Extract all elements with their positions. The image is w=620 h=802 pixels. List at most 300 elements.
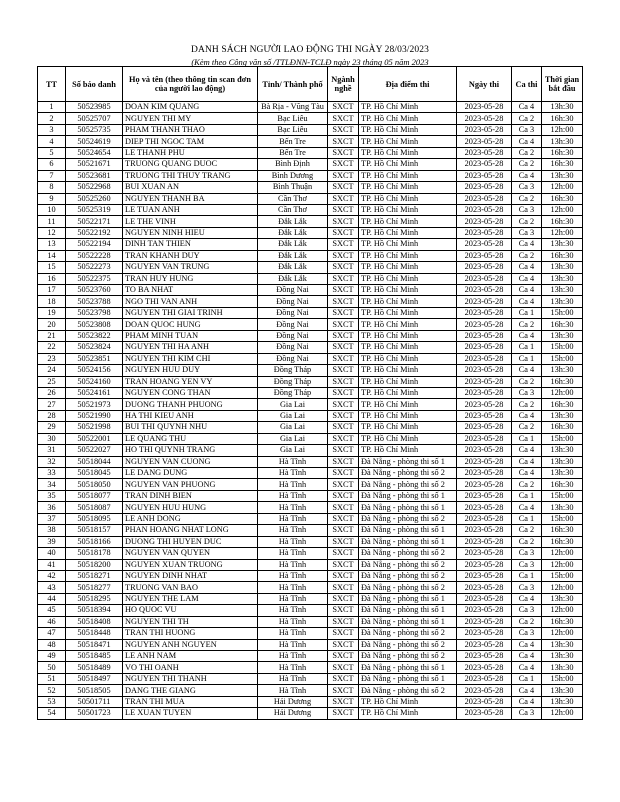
cell-start-time: 16h:30 bbox=[542, 616, 583, 627]
cell-exam-location: Đà Nẵng - phòng thi số 1 bbox=[359, 525, 457, 536]
cell-exam-location: Đà Nẵng - phòng thi số 2 bbox=[359, 559, 457, 570]
cell-exam-date: 2023-05-28 bbox=[457, 696, 512, 707]
cell-start-time: 15h:00 bbox=[542, 570, 583, 581]
cell-full-name: NGUYEN CONG THAN bbox=[123, 387, 258, 398]
cell-candidate-number: 50518077 bbox=[66, 490, 123, 501]
cell-province: Hà Tĩnh bbox=[258, 628, 328, 639]
cell-exam-location: TP. Hồ Chí Minh bbox=[359, 227, 457, 238]
table-row bbox=[38, 273, 583, 284]
cell-exam-date: 2023-05-28 bbox=[457, 124, 512, 135]
cell-exam-location: TP. Hồ Chí Minh bbox=[359, 147, 457, 158]
cell-full-name: NGUYEN HUU DUY bbox=[123, 365, 258, 376]
cell-candidate-number: 50518044 bbox=[66, 456, 123, 467]
cell-candidate-number: 50525707 bbox=[66, 113, 123, 124]
cell-tt: 43 bbox=[38, 582, 66, 593]
cell-tt: 31 bbox=[38, 445, 66, 456]
cell-field: SXCT bbox=[328, 113, 359, 124]
cell-tt: 50 bbox=[38, 662, 66, 673]
cell-start-time: 13h:30 bbox=[542, 273, 583, 284]
cell-exam-location: TP. Hồ Chí Minh bbox=[359, 216, 457, 227]
cell-candidate-number: 50524619 bbox=[66, 136, 123, 147]
table-row bbox=[38, 536, 583, 547]
cell-candidate-number: 50523681 bbox=[66, 170, 123, 181]
cell-tt: 5 bbox=[38, 147, 66, 158]
cell-candidate-number: 50522171 bbox=[66, 216, 123, 227]
cell-province: Đắk Lắk bbox=[258, 239, 328, 250]
cell-tt: 19 bbox=[38, 307, 66, 318]
cell-field: SXCT bbox=[328, 673, 359, 684]
cell-province: Cần Thơ bbox=[258, 204, 328, 215]
cell-full-name: BUI THI QUYNH NHU bbox=[123, 422, 258, 433]
cell-start-time: 12h:00 bbox=[542, 227, 583, 238]
cell-exam-date: 2023-05-28 bbox=[457, 136, 512, 147]
cell-full-name: TRAN HUY HUNG bbox=[123, 273, 258, 284]
cell-province: Hà Tĩnh bbox=[258, 548, 328, 559]
cell-province: Đồng Tháp bbox=[258, 365, 328, 376]
cell-province: Đồng Nai bbox=[258, 319, 328, 330]
table-row bbox=[38, 307, 583, 318]
table-row bbox=[38, 216, 583, 227]
cell-tt: 20 bbox=[38, 319, 66, 330]
cell-candidate-number: 50518408 bbox=[66, 616, 123, 627]
cell-shift: Ca 3 bbox=[512, 548, 542, 559]
table-row bbox=[38, 250, 583, 261]
cell-candidate-number: 50518448 bbox=[66, 628, 123, 639]
header-start-time: Thời gian bắt đầu bbox=[542, 67, 583, 102]
cell-exam-location: TP. Hồ Chí Minh bbox=[359, 319, 457, 330]
cell-exam-location: Đà Nẵng - phòng thi số 2 bbox=[359, 651, 457, 662]
table-row bbox=[38, 433, 583, 444]
cell-exam-date: 2023-05-28 bbox=[457, 479, 512, 490]
table-row bbox=[38, 651, 583, 662]
cell-exam-date: 2023-05-28 bbox=[457, 662, 512, 673]
cell-exam-location: TP. Hồ Chí Minh bbox=[359, 250, 457, 261]
cell-full-name: TRAN DINH BIEN bbox=[123, 490, 258, 501]
table-row bbox=[38, 296, 583, 307]
cell-field: SXCT bbox=[328, 651, 359, 662]
cell-province: Bến Tre bbox=[258, 147, 328, 158]
cell-candidate-number: 50524156 bbox=[66, 365, 123, 376]
cell-start-time: 12h:00 bbox=[542, 605, 583, 616]
cell-exam-date: 2023-05-28 bbox=[457, 216, 512, 227]
cell-start-time: 13h:30 bbox=[542, 445, 583, 456]
cell-shift: Ca 3 bbox=[512, 182, 542, 193]
cell-exam-location: Đà Nẵng - phòng thi số 1 bbox=[359, 605, 457, 616]
cell-candidate-number: 50523808 bbox=[66, 319, 123, 330]
cell-province: Đồng Nai bbox=[258, 353, 328, 364]
cell-shift: Ca 2 bbox=[512, 479, 542, 490]
cell-tt: 11 bbox=[38, 216, 66, 227]
cell-full-name: NGUYEN VAN PHUONG bbox=[123, 479, 258, 490]
cell-tt: 29 bbox=[38, 422, 66, 433]
cell-exam-location: Đà Nẵng - phòng thi số 2 bbox=[359, 582, 457, 593]
cell-shift: Ca 2 bbox=[512, 376, 542, 387]
cell-exam-location: TP. Hồ Chí Minh bbox=[359, 193, 457, 204]
cell-exam-date: 2023-05-28 bbox=[457, 502, 512, 513]
cell-candidate-number: 50521990 bbox=[66, 410, 123, 421]
cell-field: SXCT bbox=[328, 593, 359, 604]
cell-field: SXCT bbox=[328, 456, 359, 467]
cell-full-name: PHAM THANH THAO bbox=[123, 124, 258, 135]
cell-start-time: 12h:00 bbox=[542, 387, 583, 398]
table-row bbox=[38, 182, 583, 193]
cell-exam-location: TP. Hồ Chí Minh bbox=[359, 365, 457, 376]
cell-full-name: HA THI KIEU ANH bbox=[123, 410, 258, 421]
cell-shift: Ca 3 bbox=[512, 124, 542, 135]
cell-province: Đắk Lắk bbox=[258, 216, 328, 227]
cell-province: Bình Dương bbox=[258, 170, 328, 181]
cell-candidate-number: 50525319 bbox=[66, 204, 123, 215]
cell-start-time: 15h:00 bbox=[542, 307, 583, 318]
cell-tt: 45 bbox=[38, 605, 66, 616]
cell-exam-date: 2023-05-28 bbox=[457, 296, 512, 307]
cell-province: Đồng Tháp bbox=[258, 387, 328, 398]
cell-exam-location: TP. Hồ Chí Minh bbox=[359, 433, 457, 444]
cell-field: SXCT bbox=[328, 479, 359, 490]
cell-start-time: 13h:30 bbox=[542, 136, 583, 147]
cell-exam-date: 2023-05-28 bbox=[457, 582, 512, 593]
cell-exam-date: 2023-05-28 bbox=[457, 445, 512, 456]
cell-tt: 8 bbox=[38, 182, 66, 193]
cell-start-time: 13h:30 bbox=[542, 365, 583, 376]
cell-shift: Ca 2 bbox=[512, 216, 542, 227]
cell-full-name: TRUONG VAN BAO bbox=[123, 582, 258, 593]
cell-exam-location: Đà Nẵng - phòng thi số 1 bbox=[359, 502, 457, 513]
cell-full-name: NGUYEN THE LAM bbox=[123, 593, 258, 604]
table-row bbox=[38, 673, 583, 684]
cell-start-time: 16h:30 bbox=[542, 216, 583, 227]
table-row bbox=[38, 513, 583, 524]
cell-exam-date: 2023-05-28 bbox=[457, 399, 512, 410]
cell-tt: 47 bbox=[38, 628, 66, 639]
cell-exam-date: 2023-05-28 bbox=[457, 330, 512, 341]
cell-province: Hà Tĩnh bbox=[258, 593, 328, 604]
cell-province: Hà Tĩnh bbox=[258, 502, 328, 513]
cell-field: SXCT bbox=[328, 365, 359, 376]
cell-exam-location: Đà Nẵng - phòng thi số 1 bbox=[359, 616, 457, 627]
cell-exam-location: Đà Nẵng - phòng thi số 1 bbox=[359, 662, 457, 673]
cell-candidate-number: 50523798 bbox=[66, 307, 123, 318]
cell-exam-location: Đà Nẵng - phòng thi số 1 bbox=[359, 593, 457, 604]
cell-shift: Ca 3 bbox=[512, 605, 542, 616]
cell-start-time: 13h:30 bbox=[542, 468, 583, 479]
cell-shift: Ca 4 bbox=[512, 685, 542, 696]
cell-tt: 7 bbox=[38, 170, 66, 181]
cell-shift: Ca 1 bbox=[512, 353, 542, 364]
table-row bbox=[38, 490, 583, 501]
cell-full-name: DANG THE GIANG bbox=[123, 685, 258, 696]
cell-exam-date: 2023-05-28 bbox=[457, 639, 512, 650]
cell-field: SXCT bbox=[328, 433, 359, 444]
cell-exam-location: Đà Nẵng - phòng thi số 1 bbox=[359, 490, 457, 501]
cell-field: SXCT bbox=[328, 616, 359, 627]
cell-province: Gia Lai bbox=[258, 410, 328, 421]
cell-candidate-number: 50522194 bbox=[66, 239, 123, 250]
cell-tt: 32 bbox=[38, 456, 66, 467]
cell-start-time: 13h:30 bbox=[542, 593, 583, 604]
cell-candidate-number: 50518497 bbox=[66, 673, 123, 684]
cell-field: SXCT bbox=[328, 525, 359, 536]
cell-full-name: TRAN THI HUONG bbox=[123, 628, 258, 639]
cell-start-time: 13h:30 bbox=[542, 170, 583, 181]
cell-start-time: 16h:30 bbox=[542, 113, 583, 124]
cell-province: Đồng Tháp bbox=[258, 376, 328, 387]
cell-exam-location: TP. Hồ Chí Minh bbox=[359, 124, 457, 135]
cell-candidate-number: 50521998 bbox=[66, 422, 123, 433]
cell-tt: 54 bbox=[38, 708, 66, 719]
cell-shift: Ca 1 bbox=[512, 307, 542, 318]
cell-shift: Ca 2 bbox=[512, 536, 542, 547]
cell-field: SXCT bbox=[328, 445, 359, 456]
cell-province: Bình Định bbox=[258, 159, 328, 170]
cell-shift: Ca 4 bbox=[512, 296, 542, 307]
cell-exam-date: 2023-05-28 bbox=[457, 353, 512, 364]
cell-exam-date: 2023-05-28 bbox=[457, 159, 512, 170]
cell-candidate-number: 50518295 bbox=[66, 593, 123, 604]
cell-shift: Ca 4 bbox=[512, 651, 542, 662]
cell-province: Hà Tĩnh bbox=[258, 673, 328, 684]
cell-field: SXCT bbox=[328, 227, 359, 238]
cell-shift: Ca 4 bbox=[512, 365, 542, 376]
cell-province: Đồng Nai bbox=[258, 330, 328, 341]
cell-tt: 23 bbox=[38, 353, 66, 364]
cell-exam-date: 2023-05-28 bbox=[457, 319, 512, 330]
cell-full-name: DUONG THANH PHUONG bbox=[123, 399, 258, 410]
cell-shift: Ca 3 bbox=[512, 708, 542, 719]
cell-start-time: 12h:00 bbox=[542, 628, 583, 639]
cell-tt: 53 bbox=[38, 696, 66, 707]
table-row bbox=[38, 662, 583, 673]
cell-candidate-number: 50518200 bbox=[66, 559, 123, 570]
cell-field: SXCT bbox=[328, 319, 359, 330]
cell-tt: 2 bbox=[38, 113, 66, 124]
cell-shift: Ca 4 bbox=[512, 285, 542, 296]
cell-province: Gia Lai bbox=[258, 445, 328, 456]
cell-full-name: TO BA NHAT bbox=[123, 285, 258, 296]
cell-start-time: 16h:30 bbox=[542, 536, 583, 547]
cell-start-time: 12h:00 bbox=[542, 582, 583, 593]
cell-shift: Ca 2 bbox=[512, 422, 542, 433]
cell-tt: 24 bbox=[38, 365, 66, 376]
cell-shift: Ca 4 bbox=[512, 102, 542, 113]
table-row bbox=[38, 376, 583, 387]
cell-province: Hà Tĩnh bbox=[258, 582, 328, 593]
cell-field: SXCT bbox=[328, 216, 359, 227]
cell-start-time: 16h:30 bbox=[542, 319, 583, 330]
header-exam-location: Địa điểm thi bbox=[359, 67, 457, 102]
cell-tt: 38 bbox=[38, 525, 66, 536]
cell-full-name: NGUYEN XUAN TRUONG bbox=[123, 559, 258, 570]
cell-shift: Ca 2 bbox=[512, 159, 542, 170]
header-full-name: Họ và tên (theo thông tin scan đơn của người lao động) bbox=[123, 67, 258, 102]
cell-candidate-number: 50521671 bbox=[66, 159, 123, 170]
cell-province: Hà Tĩnh bbox=[258, 616, 328, 627]
document-title: DANH SÁCH NGƯỜI LAO ĐỘNG THI NGÀY 28/03/2023 bbox=[191, 45, 429, 55]
cell-exam-date: 2023-05-28 bbox=[457, 307, 512, 318]
cell-province: Hà Tĩnh bbox=[258, 513, 328, 524]
cell-field: SXCT bbox=[328, 639, 359, 650]
table-row bbox=[38, 502, 583, 513]
cell-candidate-number: 50518095 bbox=[66, 513, 123, 524]
cell-shift: Ca 1 bbox=[512, 673, 542, 684]
cell-candidate-number: 50522968 bbox=[66, 182, 123, 193]
cell-exam-date: 2023-05-28 bbox=[457, 673, 512, 684]
cell-exam-date: 2023-05-28 bbox=[457, 685, 512, 696]
cell-shift: Ca 4 bbox=[512, 136, 542, 147]
cell-full-name: HO THI QUYNH TRANG bbox=[123, 445, 258, 456]
cell-field: SXCT bbox=[328, 147, 359, 158]
cell-field: SXCT bbox=[328, 536, 359, 547]
cell-full-name: LE ANH NAM bbox=[123, 651, 258, 662]
cell-field: SXCT bbox=[328, 399, 359, 410]
cell-full-name: LE THE VINH bbox=[123, 216, 258, 227]
cell-exam-location: TP. Hồ Chí Minh bbox=[359, 376, 457, 387]
cell-field: SXCT bbox=[328, 468, 359, 479]
cell-field: SXCT bbox=[328, 124, 359, 135]
cell-province: Gia Lai bbox=[258, 433, 328, 444]
cell-exam-location: TP. Hồ Chí Minh bbox=[359, 410, 457, 421]
cell-start-time: 13h:30 bbox=[542, 330, 583, 341]
cell-candidate-number: 50524160 bbox=[66, 376, 123, 387]
table-row bbox=[38, 342, 583, 353]
table-row bbox=[38, 387, 583, 398]
cell-candidate-number: 50523824 bbox=[66, 342, 123, 353]
cell-candidate-number: 50501711 bbox=[66, 696, 123, 707]
table-row bbox=[38, 319, 583, 330]
cell-start-time: 12h:00 bbox=[542, 124, 583, 135]
cell-exam-location: Đà Nẵng - phòng thi số 2 bbox=[359, 468, 457, 479]
cell-full-name: NGO THI VAN ANH bbox=[123, 296, 258, 307]
cell-field: SXCT bbox=[328, 250, 359, 261]
cell-tt: 51 bbox=[38, 673, 66, 684]
cell-exam-location: TP. Hồ Chí Minh bbox=[359, 159, 457, 170]
cell-start-time: 13h:30 bbox=[542, 456, 583, 467]
cell-candidate-number: 50522001 bbox=[66, 433, 123, 444]
cell-candidate-number: 50523760 bbox=[66, 285, 123, 296]
cell-start-time: 16h:30 bbox=[542, 147, 583, 158]
cell-province: Bạc Liêu bbox=[258, 113, 328, 124]
table-row bbox=[38, 456, 583, 467]
cell-exam-location: Đà Nẵng - phòng thi số 2 bbox=[359, 548, 457, 559]
cell-candidate-number: 50518277 bbox=[66, 582, 123, 593]
cell-full-name: LE DANG DUNG bbox=[123, 468, 258, 479]
cell-province: Hà Tĩnh bbox=[258, 479, 328, 490]
cell-tt: 13 bbox=[38, 239, 66, 250]
cell-tt: 39 bbox=[38, 536, 66, 547]
cell-field: SXCT bbox=[328, 387, 359, 398]
cell-full-name: TRAN HOANG YEN VY bbox=[123, 376, 258, 387]
cell-province: Gia Lai bbox=[258, 399, 328, 410]
cell-tt: 26 bbox=[38, 387, 66, 398]
table-row bbox=[38, 170, 583, 181]
cell-tt: 30 bbox=[38, 433, 66, 444]
cell-candidate-number: 50518471 bbox=[66, 639, 123, 650]
cell-start-time: 15h:00 bbox=[542, 353, 583, 364]
cell-candidate-number: 50523851 bbox=[66, 353, 123, 364]
cell-province: Cần Thơ bbox=[258, 193, 328, 204]
cell-exam-date: 2023-05-28 bbox=[457, 422, 512, 433]
cell-shift: Ca 3 bbox=[512, 628, 542, 639]
cell-tt: 46 bbox=[38, 616, 66, 627]
cell-exam-date: 2023-05-28 bbox=[457, 239, 512, 250]
cell-province: Hà Tĩnh bbox=[258, 605, 328, 616]
cell-start-time: 15h:00 bbox=[542, 673, 583, 684]
cell-field: SXCT bbox=[328, 285, 359, 296]
cell-start-time: 16h:30 bbox=[542, 399, 583, 410]
cell-tt: 3 bbox=[38, 124, 66, 135]
cell-province: Hà Tĩnh bbox=[258, 570, 328, 581]
cell-candidate-number: 50522273 bbox=[66, 262, 123, 273]
cell-exam-date: 2023-05-28 bbox=[457, 262, 512, 273]
cell-tt: 36 bbox=[38, 502, 66, 513]
cell-full-name: NGUYEN NINH HIEU bbox=[123, 227, 258, 238]
cell-province: Hà Tĩnh bbox=[258, 456, 328, 467]
table-row bbox=[38, 628, 583, 639]
cell-full-name: TRAN THI MUA bbox=[123, 696, 258, 707]
cell-exam-date: 2023-05-28 bbox=[457, 593, 512, 604]
cell-province: Đắk Lắk bbox=[258, 250, 328, 261]
cell-shift: Ca 1 bbox=[512, 513, 542, 524]
cell-exam-date: 2023-05-28 bbox=[457, 365, 512, 376]
cell-shift: Ca 4 bbox=[512, 445, 542, 456]
cell-exam-date: 2023-05-28 bbox=[457, 410, 512, 421]
cell-tt: 48 bbox=[38, 639, 66, 650]
cell-field: SXCT bbox=[328, 204, 359, 215]
cell-tt: 28 bbox=[38, 410, 66, 421]
cell-start-time: 15h:00 bbox=[542, 433, 583, 444]
cell-province: Đồng Nai bbox=[258, 342, 328, 353]
cell-field: SXCT bbox=[328, 605, 359, 616]
cell-exam-location: Đà Nẵng - phòng thi số 2 bbox=[359, 639, 457, 650]
cell-field: SXCT bbox=[328, 182, 359, 193]
cell-full-name: LE QUANG THU bbox=[123, 433, 258, 444]
header-field: Ngành nghề bbox=[328, 67, 359, 102]
cell-full-name: BUI XUAN AN bbox=[123, 182, 258, 193]
cell-tt: 6 bbox=[38, 159, 66, 170]
cell-province: Hải Dương bbox=[258, 696, 328, 707]
cell-candidate-number: 50523822 bbox=[66, 330, 123, 341]
cell-exam-location: TP. Hồ Chí Minh bbox=[359, 273, 457, 284]
cell-candidate-number: 50518394 bbox=[66, 605, 123, 616]
table-row bbox=[38, 410, 583, 421]
cell-tt: 34 bbox=[38, 479, 66, 490]
cell-shift: Ca 3 bbox=[512, 582, 542, 593]
cell-exam-date: 2023-05-28 bbox=[457, 204, 512, 215]
cell-full-name: TRUONG QUANG DUOC bbox=[123, 159, 258, 170]
cell-candidate-number: 50518485 bbox=[66, 651, 123, 662]
cell-start-time: 13h:30 bbox=[542, 410, 583, 421]
cell-exam-location: TP. Hồ Chí Minh bbox=[359, 113, 457, 124]
cell-field: SXCT bbox=[328, 582, 359, 593]
cell-candidate-number: 50518271 bbox=[66, 570, 123, 581]
cell-exam-date: 2023-05-28 bbox=[457, 548, 512, 559]
cell-exam-location: TP. Hồ Chí Minh bbox=[359, 239, 457, 250]
cell-field: SXCT bbox=[328, 239, 359, 250]
cell-exam-location: TP. Hồ Chí Minh bbox=[359, 182, 457, 193]
cell-candidate-number: 50518050 bbox=[66, 479, 123, 490]
cell-full-name: NGUYEN THI HA ANH bbox=[123, 342, 258, 353]
cell-field: SXCT bbox=[328, 102, 359, 113]
cell-province: Đồng Nai bbox=[258, 307, 328, 318]
cell-candidate-number: 50518087 bbox=[66, 502, 123, 513]
document-subtitle: (Kèm theo Công văn số /TTLĐNN-TCLĐ ngày 23 tháng 05 năm 2023 bbox=[191, 57, 429, 67]
cell-shift: Ca 1 bbox=[512, 433, 542, 444]
cell-field: SXCT bbox=[328, 570, 359, 581]
cell-candidate-number: 50523788 bbox=[66, 296, 123, 307]
cell-field: SXCT bbox=[328, 490, 359, 501]
table-row bbox=[38, 685, 583, 696]
cell-candidate-number: 50522375 bbox=[66, 273, 123, 284]
